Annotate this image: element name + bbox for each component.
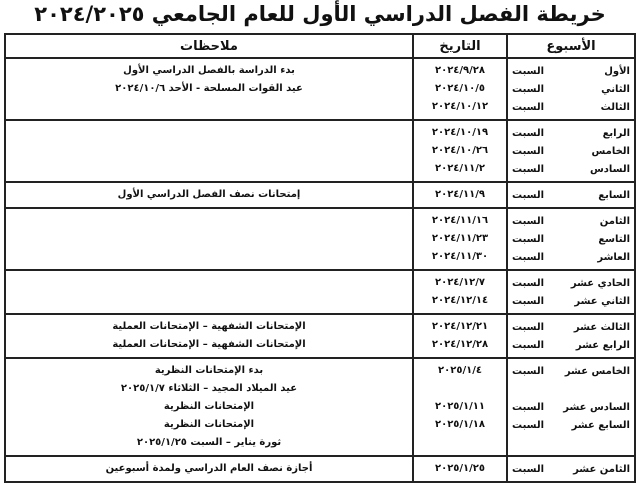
note-line bbox=[10, 124, 408, 142]
week-date: ٢٠٢٤/١٢/٧ bbox=[434, 277, 486, 288]
note-line bbox=[10, 248, 408, 266]
week-date: ٢٠٢٥/١/١١ bbox=[434, 401, 486, 412]
week-group-row bbox=[5, 456, 635, 482]
week-name: العاشر bbox=[597, 251, 630, 263]
week-name: الثالث عشر bbox=[573, 321, 630, 333]
week-day: السبت bbox=[512, 251, 545, 263]
week-line bbox=[512, 212, 630, 230]
note-line: بدء الإمتحانات النظرية bbox=[154, 365, 264, 376]
week-name: السادس عشر bbox=[563, 401, 630, 413]
notes-cell bbox=[5, 208, 413, 270]
week-date: ٢٠٢٤/١١/٢ bbox=[434, 163, 486, 174]
date-cell bbox=[413, 456, 507, 482]
notes-header: ملاحظات bbox=[5, 34, 413, 58]
week-day: السبت bbox=[512, 419, 545, 431]
week-line bbox=[512, 292, 630, 310]
week-name: الرابع bbox=[602, 127, 630, 139]
week-name: السابع bbox=[598, 189, 630, 201]
week-cell bbox=[507, 208, 635, 270]
week-day: السبت bbox=[512, 215, 545, 227]
week-line bbox=[512, 398, 630, 416]
week-cell bbox=[507, 58, 635, 120]
week-cell bbox=[507, 270, 635, 314]
week-cell bbox=[507, 456, 635, 482]
week-date: ٢٠٢٤/١٢/٢٨ bbox=[431, 339, 489, 350]
week-day: السبت bbox=[512, 65, 545, 77]
notes-cell bbox=[5, 456, 413, 482]
week-date: ٢٠٢٥/١/١٨ bbox=[434, 419, 486, 430]
week-day: السبت bbox=[512, 277, 545, 289]
week-name: الحادي عشر bbox=[570, 277, 630, 289]
week-cell bbox=[507, 358, 635, 456]
week-line bbox=[512, 336, 630, 354]
week-cell bbox=[507, 182, 635, 208]
note-line bbox=[10, 212, 408, 230]
week-line bbox=[512, 230, 630, 248]
week-name: الثامن عشر bbox=[573, 463, 630, 475]
note-line: ثورة يناير – السبت ٢٠٢٥/١/٢٥ bbox=[136, 437, 282, 448]
week-day: السبت bbox=[512, 339, 545, 351]
week-name: الثاني bbox=[601, 83, 630, 95]
week-group-row bbox=[5, 314, 635, 358]
date-cell bbox=[413, 182, 507, 208]
week-group-row bbox=[5, 120, 635, 182]
note-line: إمتحانات نصف الفصل الدراسي الأول bbox=[117, 189, 301, 200]
week-name: الأول bbox=[604, 65, 630, 77]
week-group-row bbox=[5, 58, 635, 120]
week-day: السبت bbox=[512, 463, 545, 475]
week-line bbox=[512, 318, 630, 336]
week-line bbox=[512, 98, 630, 116]
date-cell bbox=[413, 58, 507, 120]
week-name: الثالث bbox=[600, 101, 630, 113]
note-line bbox=[10, 142, 408, 160]
week-group-row bbox=[5, 182, 635, 208]
week-line bbox=[512, 380, 630, 398]
week-line bbox=[512, 160, 630, 178]
week-name: الرابع عشر bbox=[575, 339, 630, 351]
page-title: خريطة الفصل الدراسي الأول للعام الجامعي ٢٠٢٤/٢٠٢٥ bbox=[34, 2, 606, 26]
schedule-body bbox=[5, 58, 635, 482]
note-line: الإمتحانات الشفهية – الإمتحانات العملية bbox=[112, 339, 306, 350]
week-line bbox=[512, 274, 630, 292]
week-day: السبت bbox=[512, 365, 545, 377]
note-line bbox=[10, 160, 408, 178]
notes-cell bbox=[5, 314, 413, 358]
week-line bbox=[512, 186, 630, 204]
week-line bbox=[512, 248, 630, 266]
week-header: الأسبوع bbox=[507, 34, 635, 58]
week-date: ٢٠٢٤/١٠/٥ bbox=[434, 83, 486, 94]
note-line: الإمتحانات النظرية bbox=[163, 401, 255, 412]
date-cell bbox=[413, 358, 507, 456]
week-line bbox=[512, 416, 630, 434]
week-day: السبت bbox=[512, 101, 545, 113]
week-day: السبت bbox=[512, 163, 545, 175]
note-line: عيد القوات المسلحة - الأحد ٢٠٢٤/١٠/٦ bbox=[115, 83, 303, 94]
week-name: الثاني عشر bbox=[574, 295, 630, 307]
week-name: التاسع bbox=[598, 233, 630, 245]
week-day: السبت bbox=[512, 321, 545, 333]
week-line bbox=[512, 434, 630, 452]
note-line: بدء الدراسة بالفصل الدراسي الأول bbox=[123, 65, 295, 76]
week-date: ٢٠٢٤/١٠/٢٦ bbox=[431, 145, 489, 156]
date-cell bbox=[413, 208, 507, 270]
week-day: السبت bbox=[512, 127, 545, 139]
notes-cell bbox=[5, 182, 413, 208]
week-date: ٢٠٢٤/١٢/٢١ bbox=[431, 321, 489, 332]
week-line bbox=[512, 362, 630, 380]
week-line bbox=[512, 142, 630, 160]
week-name: الخامس bbox=[591, 145, 630, 157]
week-line bbox=[512, 80, 630, 98]
week-group-row bbox=[5, 358, 635, 456]
week-name: الثامن bbox=[599, 215, 630, 227]
week-group-row bbox=[5, 270, 635, 314]
week-date bbox=[418, 380, 502, 398]
week-day: السبت bbox=[512, 401, 545, 413]
week-line bbox=[512, 62, 630, 80]
date-cell bbox=[413, 314, 507, 358]
week-day: السبت bbox=[512, 295, 545, 307]
week-date: ٢٠٢٤/١١/٢٣ bbox=[431, 233, 489, 244]
week-date: ٢٠٢٤/١١/٩ bbox=[434, 189, 486, 200]
week-date: ٢٠٢٤/١١/٣٠ bbox=[431, 251, 489, 262]
week-day: السبت bbox=[512, 233, 545, 245]
notes-cell bbox=[5, 58, 413, 120]
note-line: عيد الميلاد المجيد – الثلاثاء ٢٠٢٥/١/٧ bbox=[120, 383, 298, 394]
week-name: السادس bbox=[589, 163, 630, 175]
week-date bbox=[418, 434, 502, 452]
note-line: أجازة نصف العام الدراسي ولمدة أسبوعين bbox=[105, 463, 313, 474]
week-day: السبت bbox=[512, 189, 545, 201]
week-date: ٢٠٢٥/١/٢٥ bbox=[434, 463, 486, 474]
note-line: الإمتحانات الشفهية – الإمتحانات العملية bbox=[112, 321, 306, 332]
note-line bbox=[10, 98, 408, 116]
date-cell bbox=[413, 120, 507, 182]
date-cell bbox=[413, 270, 507, 314]
week-date: ٢٠٢٤/١١/١٦ bbox=[431, 215, 489, 226]
header-row bbox=[5, 34, 635, 58]
week-name: الخامس عشر bbox=[564, 365, 630, 377]
week-cell bbox=[507, 120, 635, 182]
week-line bbox=[512, 124, 630, 142]
week-cell bbox=[507, 314, 635, 358]
note-line bbox=[10, 292, 408, 310]
week-line bbox=[512, 460, 630, 478]
date-header: التاريخ bbox=[413, 34, 507, 58]
week-date: ٢٠٢٥/١/٤ bbox=[438, 365, 482, 376]
week-date: ٢٠٢٤/١٢/١٤ bbox=[431, 295, 489, 306]
week-group-row bbox=[5, 208, 635, 270]
notes-cell bbox=[5, 358, 413, 456]
week-day: السبت bbox=[512, 83, 545, 95]
week-day: السبت bbox=[512, 145, 545, 157]
notes-cell bbox=[5, 270, 413, 314]
schedule-table-wrapper bbox=[4, 33, 634, 483]
week-name: السابع عشر bbox=[571, 419, 630, 431]
note-line: الإمتحانات النظرية bbox=[163, 419, 255, 430]
week-date: ٢٠٢٤/١٠/١٩ bbox=[431, 127, 489, 138]
note-line bbox=[10, 230, 408, 248]
note-line bbox=[10, 274, 408, 292]
week-date: ٢٠٢٤/٩/٢٨ bbox=[434, 65, 486, 76]
notes-cell bbox=[5, 120, 413, 182]
schedule-table bbox=[4, 33, 636, 483]
week-date: ٢٠٢٤/١٠/١٢ bbox=[431, 101, 489, 112]
